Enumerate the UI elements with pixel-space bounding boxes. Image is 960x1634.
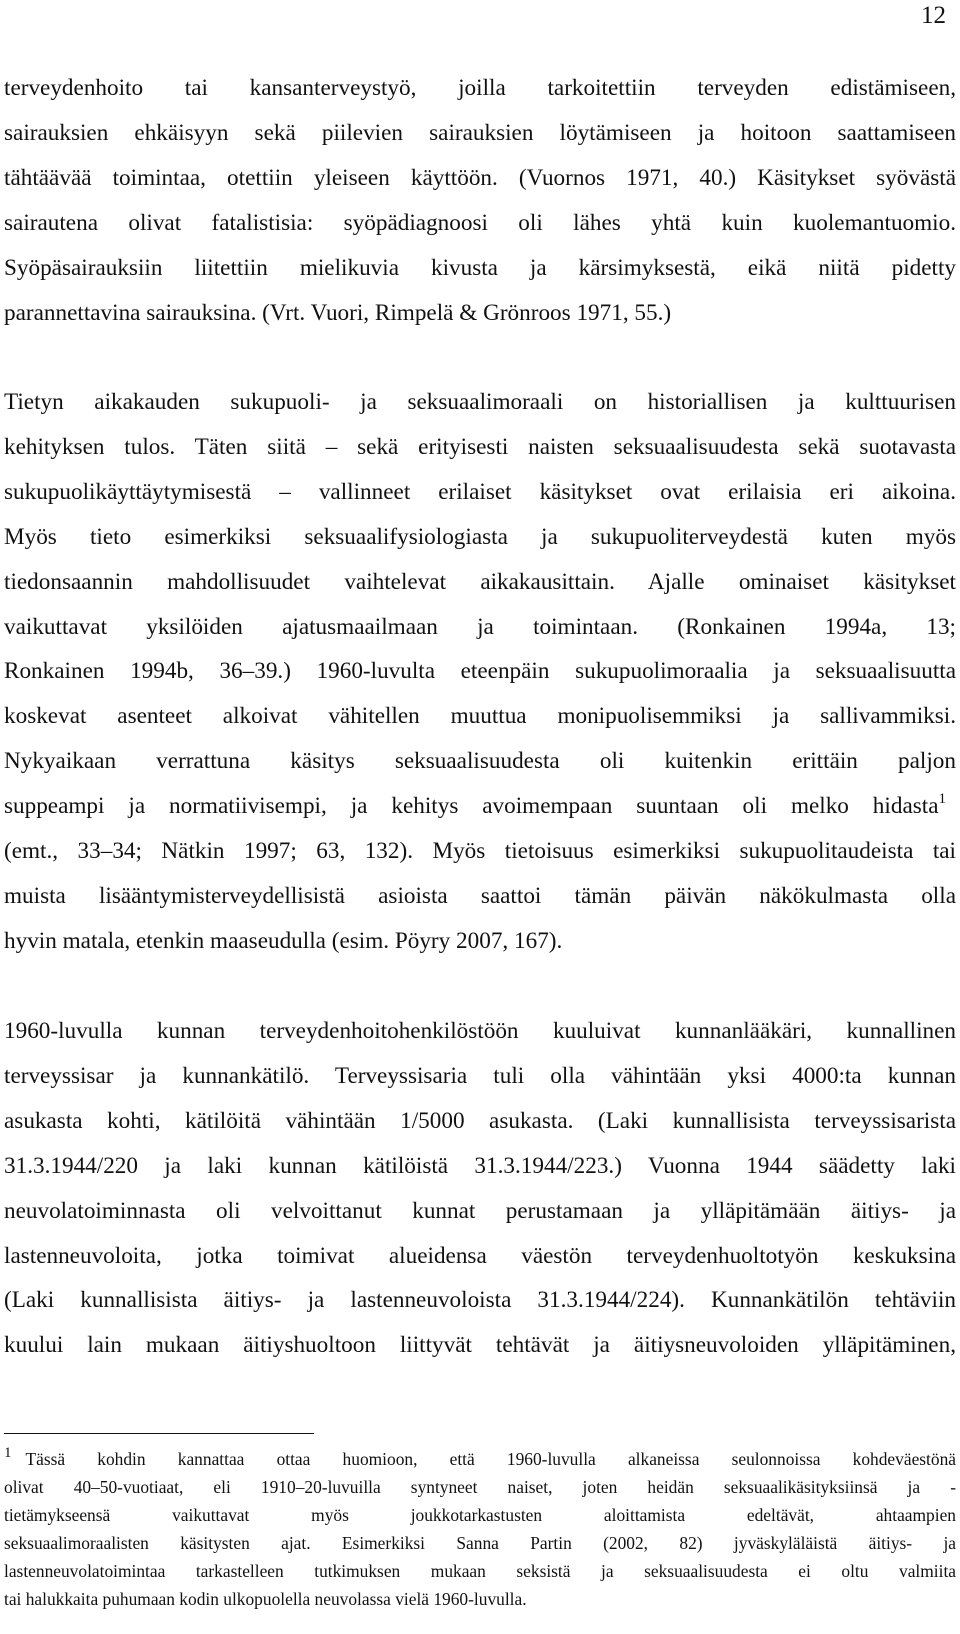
- footnote-line: [4, 1446, 956, 1474]
- footnote-line-content: Tässä kohdin kannattaa ottaa huomioon, että 1960-luvulla alkaneissa seulonnoissa kohdeväestönä: [25, 1449, 956, 1469]
- text-line: terveydenhoito tai kansanterveystyö, joilla tarkoitettiin terveyden edistämiseen,: [4, 75, 956, 101]
- text-line: neuvolatoiminnasta oli velvoittanut kunnat perustamaan ja ylläpitämään äitiys- ja: [4, 1197, 956, 1224]
- text-line: sairautena olivat fatalistisia: syöpädiagnoosi oli lähes yhtä kuin kuolemantuomio.: [4, 209, 956, 236]
- text-line: Nykyaikaan verrattuna käsitys seksuaalisuudesta oli kuitenkin erittäin paljon: [4, 748, 956, 775]
- footnote-separator: [4, 1433, 314, 1434]
- text-line: muista lisääntymisterveydellisistä asioista saattoi tämän päivän näkökulmasta olla: [4, 882, 956, 909]
- text-line: Tietyn aikakauden sukupuoli- ja seksuaalimoraali on historiallisen ja kulttuurisen: [4, 389, 956, 415]
- text-line: vaikuttavat yksilöiden ajatusmaailmaan ja toimintaan. (Ronkainen 1994a, 13;: [4, 613, 956, 640]
- text-line: tähtäävää toimintaa, otettiin yleiseen käyttöön. (Vuornos 1971, 40.) Käsitykset syövästä: [4, 164, 956, 191]
- text-line: kehityksen tulos. Täten siitä – sekä erityisesti naisten seksuaalisuudesta sekä suotavasta: [4, 433, 956, 460]
- footnote-marker: 1: [4, 1445, 12, 1461]
- paragraph-1: [4, 66, 956, 335]
- footnote-line: tietämykseensä vaikuttavat myös joukkotarkastusten aloittamista edeltävät, ahtaampien: [4, 1504, 956, 1525]
- text-line: 1960-luvulla kunnan terveydenhoitohenkilöstöön kuuluivat kunnanlääkäri, kunnallinen: [4, 1018, 956, 1044]
- footnote-reference[interactable]: 1: [938, 791, 946, 808]
- text-line: tiedonsaannin mahdollisuudet vaihtelevat aikakausittain. Ajalle ominaiset käsitykset: [4, 568, 956, 595]
- text-line: parannettavina sairauksina. (Vrt. Vuori, Rimpelä & Grönroos 1971, 55.): [4, 299, 672, 326]
- footnote-line: seksuaalimoraalisten käsitysten ajat. Esimerkiksi Sanna Partin (2002, 82) jyväskyläläistä äitiys- ja: [4, 1532, 956, 1553]
- footnote: [4, 1446, 956, 1613]
- text-line: hyvin matala, etenkin maaseudulla (esim. Pöyry 2007, 167).: [4, 927, 563, 954]
- text-line: Ronkainen 1994b, 36–39.) 1960-luvulta eteenpäin sukupuolimoraalia ja seksuaalisuutta: [4, 658, 956, 685]
- text-line: lastenneuvoloita, jotka toimivat alueidensa väestön terveydenhuoltotyön keskuksina: [4, 1242, 956, 1269]
- text-line: (Laki kunnallisista äitiys- ja lastenneuvoloista 31.3.1944/224). Kunnankätilön tehtäviin: [4, 1287, 956, 1314]
- text-line: (emt., 33–34; Nätkin 1997; 63, 132). Myös tietoisuus esimerkiksi sukupuolitaudeista tai: [4, 838, 956, 865]
- text-line: kuului lain mukaan äitiyshuoltoon liittyvät tehtävät ja äitiysneuvoloiden ylläpitäminen,: [4, 1332, 956, 1359]
- text-line-with-footnote-ref: [4, 784, 956, 829]
- footnote-line: olivat 40–50-vuotiaat, eli 1910–20-luvuilla syntyneet naiset, joten heidän seksuaalikäsityksiinsä ja -: [4, 1476, 956, 1497]
- paragraph-2: [4, 380, 956, 964]
- text-line-content: suppeampi ja normatiivisempi, ja kehitys avoimempaan suuntaan oli melko hidasta: [4, 793, 939, 820]
- text-line: koskevat asenteet alkoivat vähitellen muuttua monipuolisemmiksi ja sallivammiksi.: [4, 703, 956, 730]
- text-line: terveyssisar ja kunnankätilö. Terveyssisaria tuli olla vähintään yksi 4000:ta kunnan: [4, 1062, 956, 1089]
- footnote-line: lastenneuvolatoimintaa tarkastelleen tutkimuksen mukaan seksistä ja seksuaalisuudesta ei oltu valmiita: [4, 1560, 956, 1581]
- text-line: sukupuolikäyttäytymisestä – vallinneet erilaiset käsitykset ovat erilaisia eri aikoina.: [4, 478, 956, 505]
- text-line: Myös tieto esimerkiksi seksuaalifysiologiasta ja sukupuoliterveydestä kuten myös: [4, 523, 956, 550]
- page-number: 12: [921, 2, 946, 29]
- text-line: asukasta kohti, kätilöitä vähintään 1/5000 asukasta. (Laki kunnallisista terveyssisarista: [4, 1107, 956, 1134]
- paragraph-3: [4, 1009, 956, 1368]
- footnote-line: tai halukkaita puhumaan kodin ulkopuolella neuvolassa vielä 1960-luvulla.: [4, 1588, 527, 1609]
- text-line: sairauksien ehkäisyyn sekä piilevien sairauksien löytämiseen ja hoitoon saattamiseen: [4, 119, 956, 146]
- text-line: Syöpäsairauksiin liitettiin mielikuvia kivusta ja kärsimyksestä, eikä niitä pidetty: [4, 254, 956, 281]
- text-line: 31.3.1944/220 ja laki kunnan kätilöistä 31.3.1944/223.) Vuonna 1944 säädetty laki: [4, 1152, 956, 1179]
